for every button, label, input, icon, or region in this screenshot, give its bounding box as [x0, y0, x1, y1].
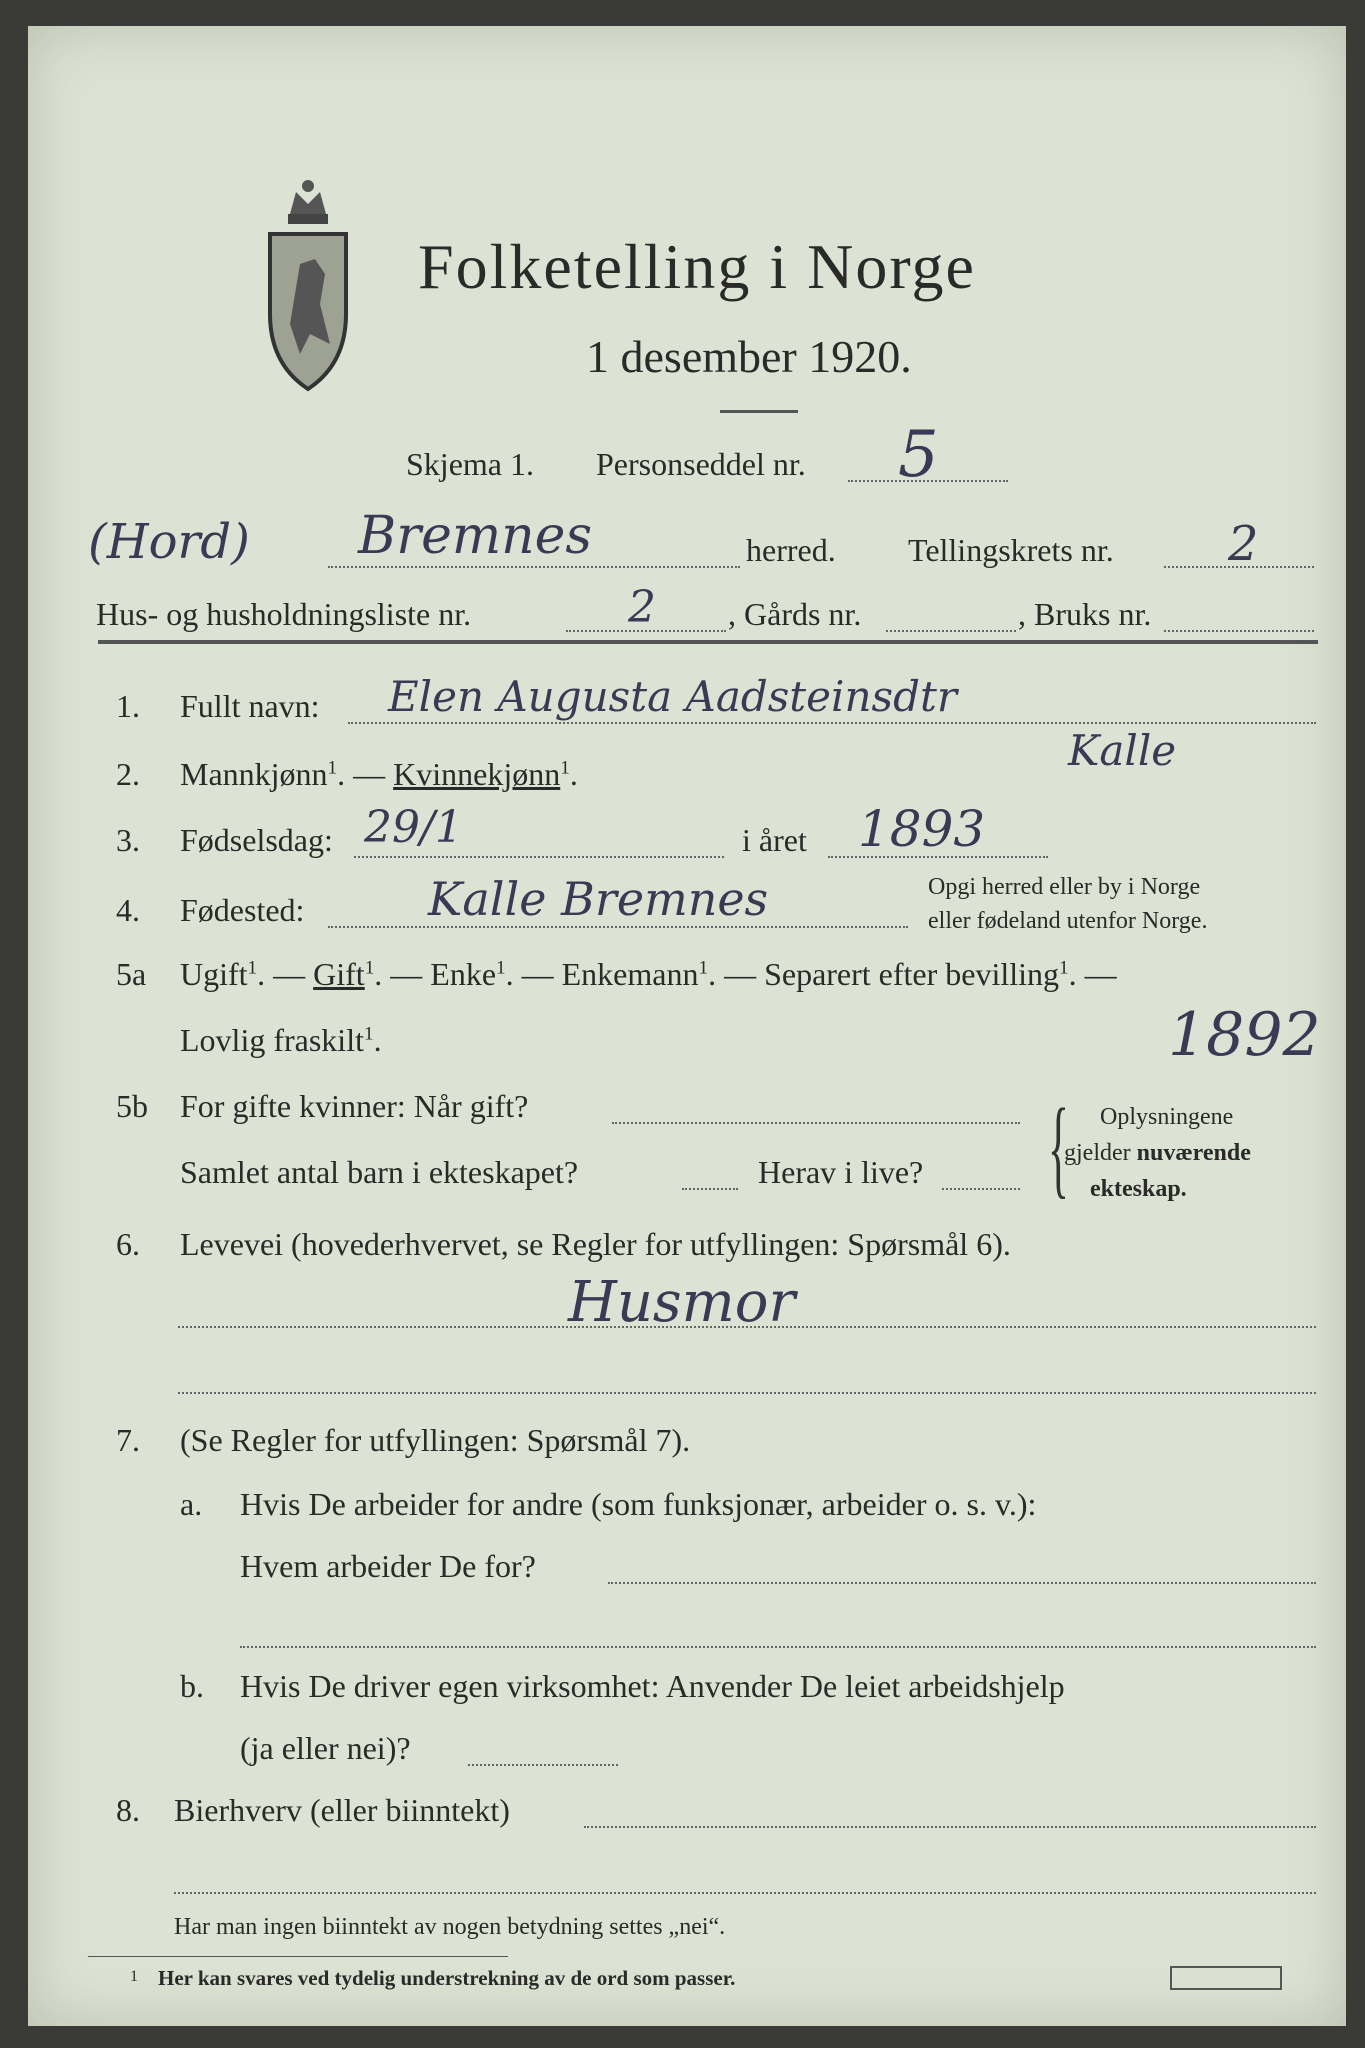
- schema-label: Skjema 1.: [406, 446, 534, 482]
- herred-dotline: [328, 566, 740, 568]
- q5a-number: 5a: [116, 956, 147, 992]
- q5a-gift: Gift: [313, 956, 365, 992]
- bruks-label: , Bruks nr.: [1018, 596, 1152, 632]
- q2-male: Mannkjønn: [180, 756, 328, 792]
- q3-year-label: i året: [742, 822, 807, 858]
- q7b-letter: b.: [180, 1668, 204, 1704]
- q4-label: Fødested:: [180, 892, 305, 928]
- q6-dotline-2: [178, 1392, 1316, 1394]
- q5b-married-dotline: [612, 1122, 1020, 1124]
- q5b-line1: For gifte kvinner: Når gift?: [180, 1088, 529, 1124]
- q5a-line2: Lovlig fraskilt$^1$.: [180, 1022, 382, 1058]
- bruks-dotline: [1164, 630, 1314, 632]
- gards-label: , Gårds nr.: [728, 596, 862, 632]
- q7-number: 7.: [116, 1422, 140, 1458]
- q5a-year-value: 1892: [1168, 1000, 1321, 1070]
- q5b-note-1: Oplysningene: [1100, 1104, 1234, 1130]
- q5b-alive-dotline: [942, 1188, 1020, 1190]
- krets-value: 2: [1228, 516, 1259, 572]
- q8-dotline-2: [174, 1892, 1316, 1894]
- q4-number: 4.: [116, 892, 140, 928]
- coat-of-arms-icon: [260, 174, 356, 394]
- q5b-number: 5b: [116, 1088, 148, 1124]
- region-prefix: (Hord): [88, 514, 250, 570]
- personseddel-value: 5: [898, 418, 939, 492]
- q4-note-2: eller fødeland utenfor Norge.: [928, 908, 1208, 934]
- q8-label: Bierhverv (eller biinntekt): [174, 1792, 510, 1828]
- form-title: Folketelling i Norge: [418, 231, 976, 302]
- q5b-line2a: Samlet antal barn i ekteskapet?: [180, 1154, 579, 1190]
- q3-number: 3.: [116, 822, 140, 858]
- q7b-line1: Hvis De driver egen virksomhet: Anvender De leiet arbeidshjelp: [240, 1668, 1065, 1704]
- q8-number: 8.: [116, 1792, 140, 1828]
- q7-label: (Se Regler for utfyllingen: Spørsmål 7).: [180, 1422, 691, 1458]
- footnote-mark: 1: [130, 1968, 138, 1985]
- footnote-text: Her kan svares ved tydelig understrekning av de ord som passer.: [158, 1966, 736, 1990]
- q7a-dotline-1: [608, 1582, 1316, 1584]
- q7a-letter: a.: [180, 1486, 203, 1522]
- hus-value: 2: [628, 582, 656, 633]
- q5a-options: Ugift$^1$. — Gift$^1$. — Enke$^1$. — Enkemann$^1$. — Separert efter bevilling$^1$. —: [180, 956, 1117, 992]
- personseddel-label: Personseddel nr.: [596, 446, 806, 482]
- q2-female: Kvinnekjønn: [393, 756, 561, 792]
- q7a-line2: Hvem arbeider De for?: [240, 1548, 536, 1584]
- q5b-note-3: ekteskap.: [1090, 1176, 1187, 1202]
- q7a-dotline-2: [240, 1646, 1316, 1648]
- q1-label: Fullt navn:: [180, 688, 320, 724]
- q5b-children-dotline: [682, 1188, 738, 1190]
- hus-label: Hus- og husholdningsliste nr.: [96, 596, 472, 632]
- q2-options: Mannkjønn$^1$. — Kvinnekjønn$^1$.: [180, 756, 578, 792]
- herred-value: Bremnes: [358, 506, 593, 566]
- herred-label: herred.: [746, 532, 836, 568]
- q3-day-dotline: [354, 856, 724, 858]
- krets-label: Tellingskrets nr.: [908, 532, 1114, 568]
- q1-name-value: Elen Augusta Aadsteinsdtr: [388, 672, 957, 721]
- q1-name-value2: Kalle: [1068, 726, 1177, 775]
- q6-value: Husmor: [568, 1270, 796, 1335]
- q1-number: 1.: [116, 688, 140, 724]
- q3-label: Fødselsdag:: [180, 822, 333, 858]
- q2-number: 2.: [116, 756, 140, 792]
- q3-day-value: 29/1: [364, 802, 463, 853]
- q6-number: 6.: [116, 1226, 140, 1262]
- gards-dotline: [886, 630, 1016, 632]
- q5b-line2b: Herav i live?: [758, 1154, 924, 1190]
- q4-value: Kalle Bremnes: [428, 872, 769, 926]
- q5b-note-2: gjelder nuværende: [1064, 1140, 1251, 1166]
- q3-year-value: 1893: [858, 800, 986, 858]
- q4-dotline: [328, 926, 908, 928]
- header-rule: [98, 640, 1318, 644]
- q5b-brace: {: [1047, 1086, 1069, 1208]
- q7a-line1: Hvis De arbeider for andre (som funksjonær, arbeider o. s. v.):: [240, 1486, 1037, 1522]
- q1-dotline: [348, 722, 1316, 724]
- q7b-line2: (ja eller nei)?: [240, 1730, 411, 1766]
- q6-label: Levevei (hovederhvervet, se Regler for utfyllingen: Spørsmål 6).: [180, 1226, 1011, 1262]
- title-divider: [720, 410, 798, 413]
- q8-dotline-1: [584, 1826, 1316, 1828]
- census-date: 1 desember 1920.: [586, 331, 912, 382]
- q6-dotline-1: [178, 1326, 1316, 1328]
- q8-note: Har man ingen biinntekt av nogen betydning settes „nei“.: [174, 1914, 726, 1940]
- q4-note-1: Opgi herred eller by i Norge: [928, 874, 1201, 900]
- q7b-dotline: [468, 1764, 618, 1766]
- census-form: [28, 26, 1346, 2026]
- footnote-rule: [88, 1956, 508, 1957]
- printer-stamp: [1170, 1966, 1282, 1990]
